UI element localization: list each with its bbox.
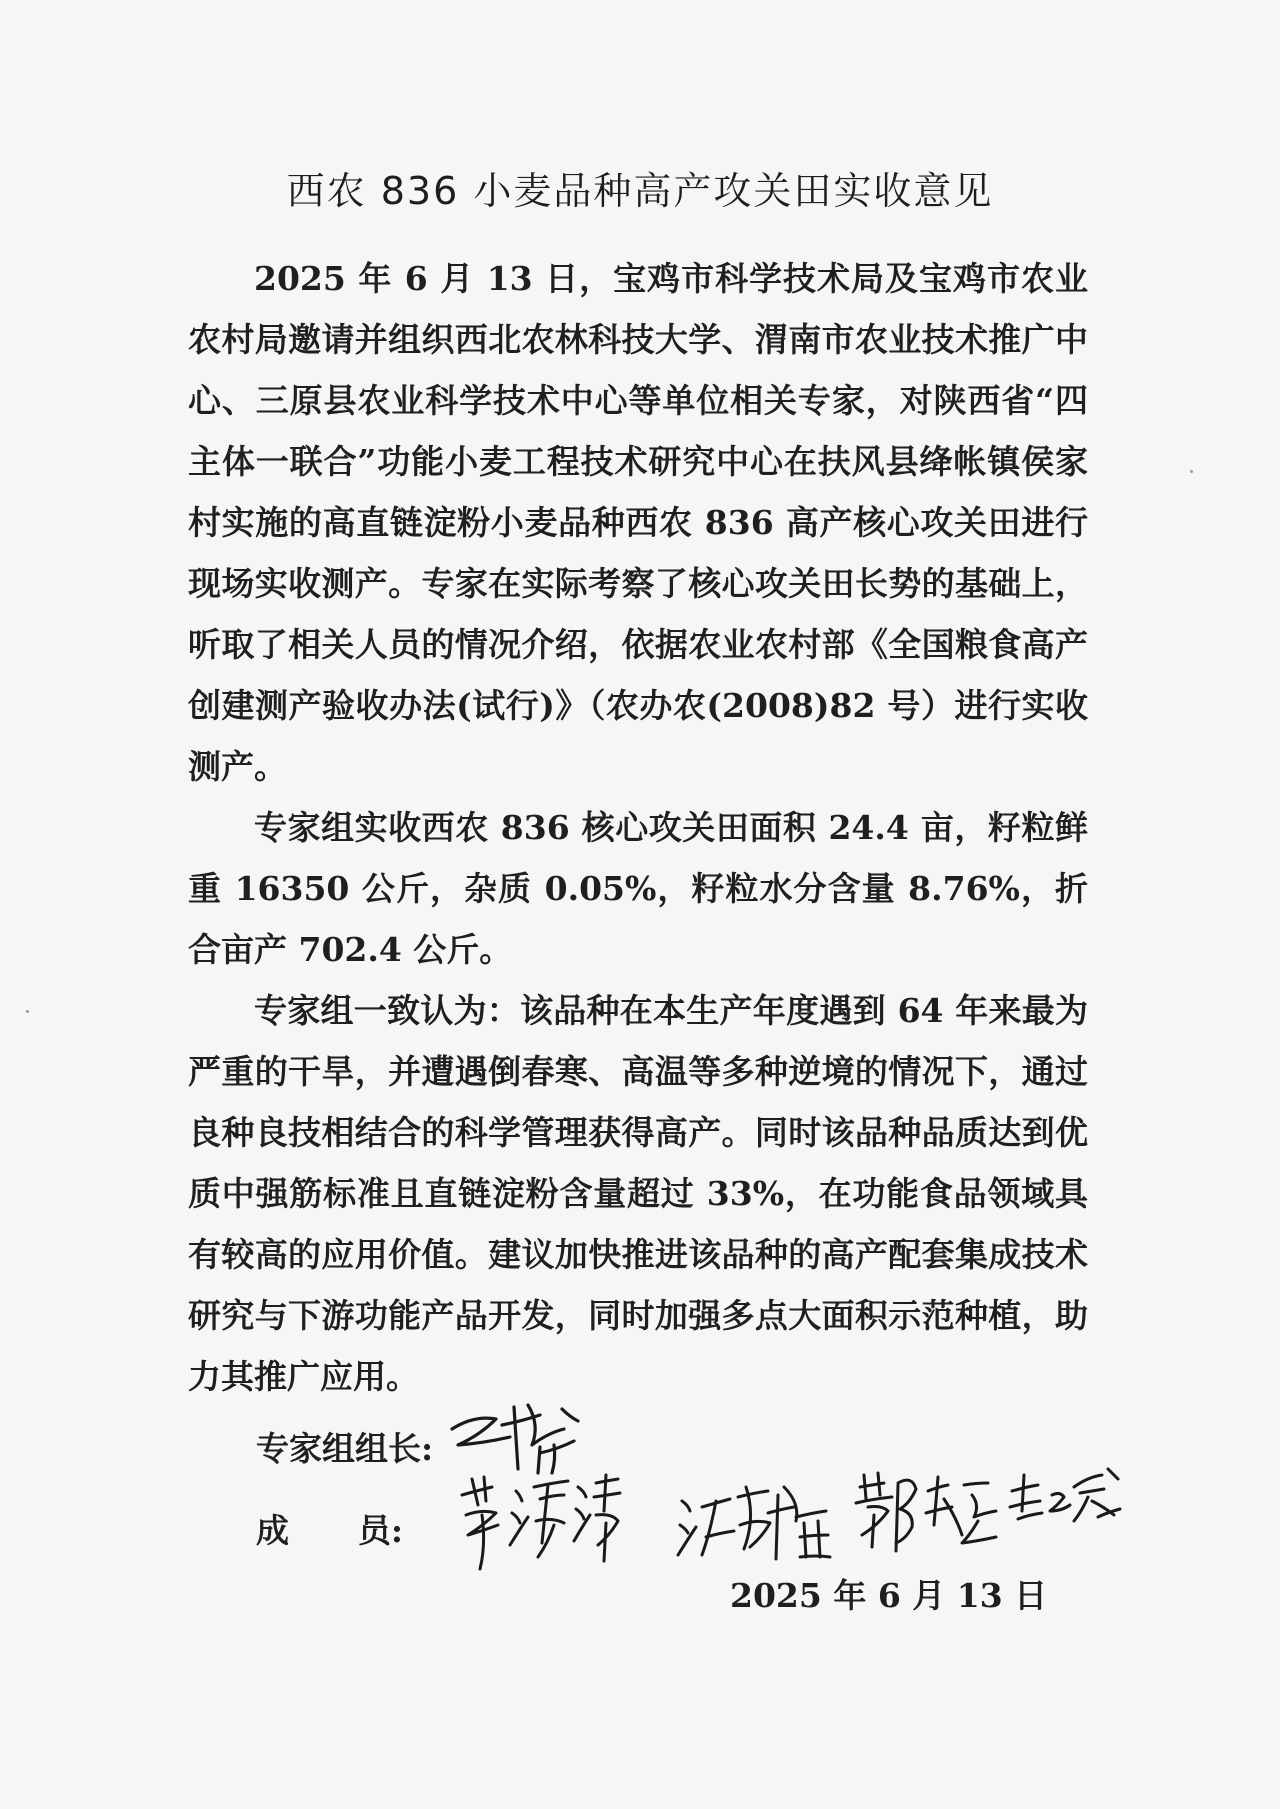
member-signature-4-icon (1008, 1467, 1128, 1537)
leader-label: 专家组组长: (256, 1429, 434, 1468)
member-signature-3-icon (852, 1465, 1002, 1555)
document-date: 2025 年 6 月 13 日 (730, 1576, 1048, 1615)
paragraph-intro: 2025 年 6 月 13 日，宝鸡市科学技术局及宝鸡市农业农村局邀请并组织西北农林科技大学、渭南市农业技术推广中心、三原县农业科学技术中心等单位相关专家，对陕西省“四主体一联合”功能小麦工程技术研究中心在扶风县绛帐镇侯家村实施的高直链淀粉小麦品种西农 836 高产核心攻关田进行现场实收测产。专家在实际考察了核心攻关田长势的基础上，听取了相关人员的情况介绍，依据农业农村部《全国粮食高产创建测产验收办法(试行)》（农办农(2008)82 号）进行实收测产。 (188, 259, 1088, 786)
paragraph-expert-conclusion: 专家组一致认为：该品种在本生产年度遇到 64 年来最为严重的干旱，并遭遇倒春寒、高温等多种逆境的情况下，通过良种良技相结合的科学管理获得高产。同时该品种品质达到优质中强筋标准且直链淀粉含量超过 33%，在功能食品领域具有较高的应用价值。建议加快推进该品种的高产配套集成技术研究与下游功能产品开发，同时加强多点大面积示范种植，助力其推广应用。 (188, 991, 1088, 1396)
paper-speck-2 (1190, 470, 1193, 473)
paragraph-yield-results: 专家组实收西农 836 核心攻关田面积 24.4 亩，籽粒鲜重 16350 公斤，杂质 0.05%，籽粒水分含量 8.76%，折合亩产 702.4 公斤。 (188, 808, 1088, 969)
document-body (188, 248, 1088, 1407)
member-signature-1-icon (456, 1465, 626, 1575)
member-label: 成 员: (256, 1511, 404, 1550)
leader-signature-icon (444, 1395, 594, 1475)
paper-speck-1 (26, 1010, 29, 1013)
signature-block (256, 1405, 1156, 1665)
member-signature-2-icon (676, 1477, 836, 1567)
document-title: 西农 836 小麦品种高产攻关田实收意见 (286, 169, 994, 213)
